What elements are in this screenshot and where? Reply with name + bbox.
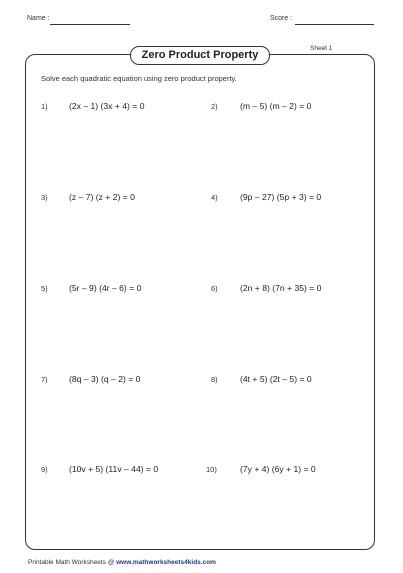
problem-equation: (z – 7) (z + 2) = 0 bbox=[69, 192, 135, 202]
name-label: Name : bbox=[27, 15, 50, 22]
problem-equation: (2x – 1) (3x + 4) = 0 bbox=[69, 101, 145, 111]
problem-number: 8) bbox=[211, 375, 218, 384]
instructions: Solve each quadratic equation using zero product property. bbox=[41, 74, 237, 83]
worksheet-title: Zero Product Property bbox=[130, 46, 270, 65]
problem-equation: (2n + 8) (7n + 35) = 0 bbox=[240, 283, 322, 293]
score-line[interactable] bbox=[295, 24, 374, 25]
problem-equation: (9p – 27) (5p + 3) = 0 bbox=[240, 192, 322, 202]
problem-number: 9) bbox=[41, 465, 48, 474]
problem-number: 4) bbox=[211, 193, 218, 202]
problem-number: 6) bbox=[211, 284, 218, 293]
footer-site-link[interactable]: www.mathworksheets4kids.com bbox=[116, 559, 216, 566]
score-label: Score : bbox=[270, 15, 293, 22]
problem-equation: (4t + 5) (2t – 5) = 0 bbox=[240, 374, 312, 384]
sheet-label: Sheet 1 bbox=[310, 45, 333, 52]
problem-equation: (m – 5) (m – 2) = 0 bbox=[240, 101, 312, 111]
problem-number: 10) bbox=[206, 465, 217, 474]
problem-number: 5) bbox=[41, 284, 48, 293]
problem-equation: (8q – 3) (q – 2) = 0 bbox=[69, 374, 141, 384]
problem-number: 2) bbox=[211, 102, 218, 111]
problem-number: 7) bbox=[41, 375, 48, 384]
problem-equation: (10v + 5) (11v – 44) = 0 bbox=[69, 464, 159, 474]
problem-number: 1) bbox=[41, 102, 48, 111]
footer-prefix: Printable Math Worksheets @ bbox=[28, 559, 117, 566]
worksheet-frame bbox=[25, 54, 375, 550]
problem-equation: (5r – 9) (4r – 6) = 0 bbox=[69, 283, 142, 293]
problem-number: 3) bbox=[41, 193, 48, 202]
problem-equation: (7y + 4) (6y + 1) = 0 bbox=[240, 464, 316, 474]
footer bbox=[28, 559, 216, 566]
name-line[interactable] bbox=[50, 24, 130, 25]
